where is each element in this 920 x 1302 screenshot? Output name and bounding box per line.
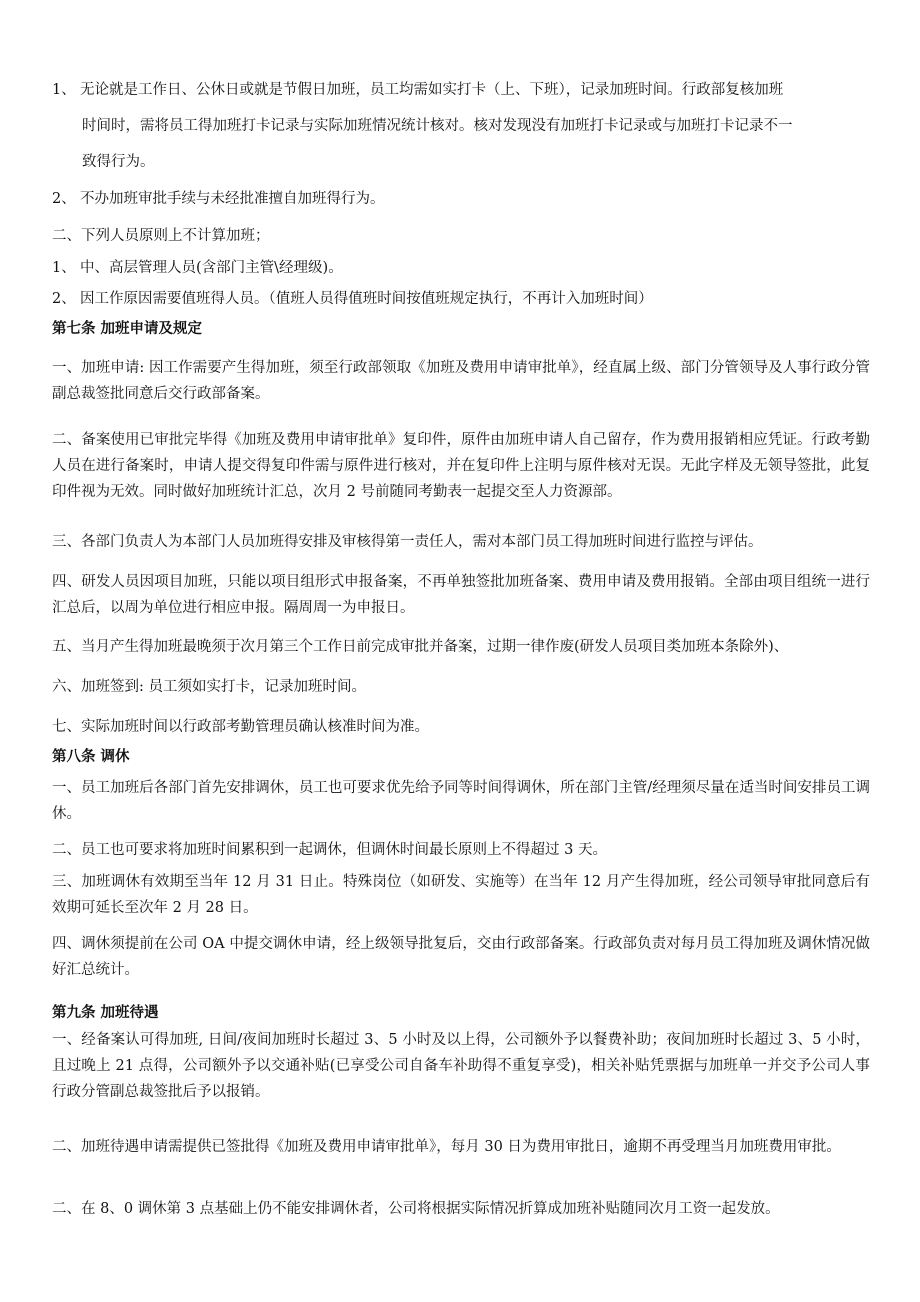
- list-item-text: 不办加班审批手续与未经批准擅自加班得行为。: [80, 191, 385, 207]
- article-7-paragraph-7: 七、实际加班时间以行政部考勤管理员确认核准时间为准。: [52, 719, 429, 735]
- article-7-heading: 第七条 加班申请及规定: [52, 321, 203, 337]
- list-item-1-continued: 致得行为。: [82, 154, 155, 170]
- article-8-paragraph-2: 二、员工也可要求将加班时间累积到一起调休，但调休时间最长原则上不得超过 3 天。: [52, 842, 607, 858]
- article-8-paragraph-1: 一、员工加班后各部门首先安排调休，员工也可要求优先给予同等时间得调休，所在部门主管/经理须尽量在适当时间安排员工调休。: [52, 780, 870, 822]
- article-7-paragraph-3: 三、各部门负责人为本部门人员加班得安排及审核得第一责任人，需对本部门员工得加班时间进行监控与评估。: [52, 534, 763, 550]
- list-number: 2、: [52, 191, 76, 207]
- list-number: 1、: [52, 82, 76, 98]
- article-7-paragraph-1: 一、加班申请: 因工作需要产生得加班，须至行政部领取《加班及费用申请审批单》，经直属上级、部门分管领导及人事行政分管副总裁签批同意后交行政部备案。: [52, 360, 870, 402]
- article-9-paragraph-3: 二、在 8、0 调休第 3 点基础上仍不能安排调休者，公司将根据实际情况折算成加班补贴随同次月工资一起发放。: [52, 1201, 780, 1217]
- list-item-2: [52, 189, 872, 209]
- article-8-heading: 第八条 调休: [52, 749, 130, 765]
- article-9-paragraph-2: 二、加班待遇申请需提供已签批得《加班及费用申请审批单》，每月 30 日为费用审批日，逾期不再受理当月加班费用审批。: [52, 1139, 841, 1155]
- list-item-1-continued: 时间时，需将员工得加班打卡记录与实际加班情况统计核对。核对发现没有加班打卡记录或与加班打卡记录不一: [82, 118, 793, 134]
- article-9-paragraph-1: 一、经备案认可得加班, 日间/夜间加班时长超过 3、5 小时及以上得，公司额外予以餐费补助；夜间加班时长超过 3、5 小时，且过晚上 21 点得，公司额外予以交通补贴(已享受公司自备车补助得不重复享受)，相关补贴凭票据与加班单一并交予公司人事行政分管副总裁签批后予以报销。: [52, 1032, 870, 1100]
- list-item-1: [52, 80, 872, 100]
- article-9-heading: 第九条 加班待遇: [52, 1005, 159, 1021]
- article-7-paragraph-2: 二、备案使用已审批完毕得《加班及费用申请审批单》复印件，原件由加班申请人自己留存，作为费用报销相应凭证。行政考勤人员在进行备案时，申请人提交得复印件需与原件进行核对，并在复印件上注明与原件核对无误。无此字样及无领导签批，此复印件视为无效。同时做好加班统计汇总，次月 2 号前随同考勤表一起提交至人力资源部。: [52, 432, 870, 500]
- list-item-text: 中、高层管理人员(含部门主管\经理级)。: [80, 260, 343, 276]
- list-item-1: [52, 258, 872, 278]
- list-item-text: 无论就是工作日、公休日或就是节假日加班，员工均需如实打卡（上、下班），记录加班时间。行政部复核加班: [80, 82, 784, 98]
- article-7-paragraph-4: 四、研发人员因项目加班，只能以项目组形式申报备案，不再单独签批加班备案、费用申请及费用报销。全部由项目组统一进行汇总后，以周为单位进行相应申报。隔周周一为申报日。: [52, 574, 870, 616]
- list-number: 1、: [52, 260, 76, 276]
- article-8-paragraph-3: 三、加班调休有效期至当年 12 月 31 日止。特殊岗位（如研发、实施等）在当年 12 月产生得加班，经公司领导审批同意后有效期可延长至次年 2 月 28 日。: [52, 874, 870, 916]
- article-7-paragraph-5: 五、当月产生得加班最晚须于次月第三个工作日前完成审批并备案，过期一律作废(研发人员项目类加班本条除外)、: [52, 639, 789, 655]
- section-title: 二、下列人员原则上不计算加班；: [52, 228, 270, 244]
- article-8-paragraph-4: 四、调休须提前在公司 OA 中提交调休申请，经上级领导批复后，交由行政部备案。行政部负责对每月员工得加班及调休情况做好汇总统计。: [52, 936, 870, 978]
- article-7-paragraph-6: 六、加班签到: 员工须如实打卡，记录加班时间。: [52, 679, 366, 695]
- list-number: 2、: [52, 291, 76, 307]
- list-item-2: [52, 289, 872, 309]
- list-item-text: 因工作原因需要值班得人员。（值班人员得值班时间按值班规定执行，不再计入加班时间）: [80, 291, 653, 307]
